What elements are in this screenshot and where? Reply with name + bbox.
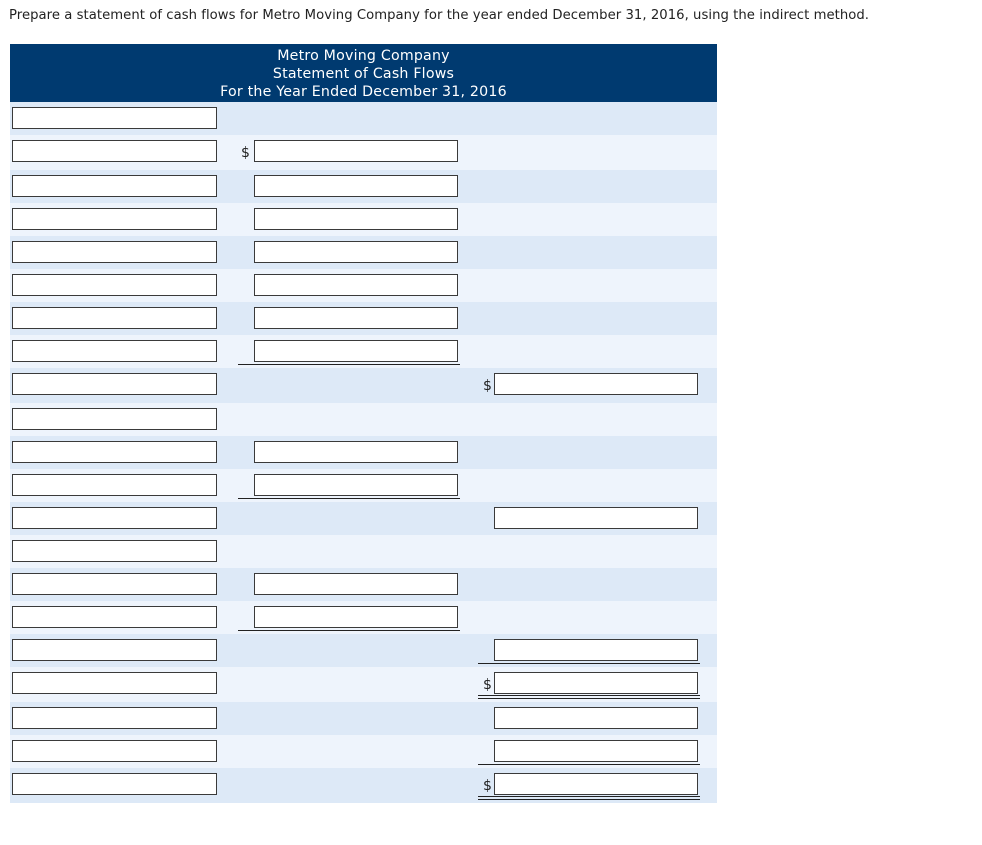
statement-row [10,535,717,568]
statement-row [10,135,717,170]
double-underline [478,695,700,699]
label-input[interactable] [12,307,217,329]
label-input[interactable] [12,175,217,197]
instruction-text: Prepare a statement of cash flows for Metro Moving Company for the year ended December 31, 2016, using the indirect method. [9,8,870,23]
subtotal-underline [238,364,460,365]
label-input[interactable] [12,639,217,661]
amount-input[interactable] [254,573,458,595]
statement-row [10,667,717,702]
amount-input[interactable] [254,441,458,463]
statement-row [10,269,717,302]
statement-row [10,601,717,634]
label-input[interactable] [12,672,217,694]
cash-flow-statement [10,44,717,803]
statement-row [10,735,717,768]
label-input[interactable] [12,408,217,430]
statement-row [10,335,717,368]
statement-row [10,403,717,436]
total-underline [478,663,700,664]
label-input[interactable] [12,474,217,496]
dollar-sign: $ [483,378,492,394]
statement-row [10,768,717,803]
statement-row [10,302,717,335]
label-input[interactable] [12,507,217,529]
total-underline [478,764,700,765]
total-input[interactable] [494,740,698,762]
amount-input[interactable] [254,274,458,296]
total-input[interactable] [494,707,698,729]
label-input[interactable] [12,573,217,595]
amount-input[interactable] [254,140,458,162]
statement-header [10,44,717,102]
statement-row [10,702,717,735]
label-input[interactable] [12,274,217,296]
statement-row [10,170,717,203]
amount-input[interactable] [254,175,458,197]
amount-input[interactable] [254,474,458,496]
statement-period: For the Year Ended December 31, 2016 [220,84,507,100]
label-input[interactable] [12,208,217,230]
label-input[interactable] [12,540,217,562]
label-input[interactable] [12,340,217,362]
statement-row [10,502,717,535]
statement-row [10,203,717,236]
double-underline [478,796,700,800]
amount-input[interactable] [254,208,458,230]
statement-row [10,568,717,601]
label-input[interactable] [12,707,217,729]
statement-title: Statement of Cash Flows [272,66,455,82]
amount-input[interactable] [254,606,458,628]
label-input[interactable] [12,140,217,162]
subtotal-underline [238,630,460,631]
total-input[interactable] [494,672,698,694]
dollar-sign: $ [483,778,492,794]
statement-row [10,102,717,135]
total-input[interactable] [494,639,698,661]
label-input[interactable] [12,241,217,263]
total-input[interactable] [494,373,698,395]
amount-input[interactable] [254,307,458,329]
statement-row [10,236,717,269]
statement-row [10,634,717,667]
label-input[interactable] [12,107,217,129]
statement-row [10,368,717,403]
statement-row [10,469,717,502]
label-input[interactable] [12,773,217,795]
dollar-sign: $ [483,677,492,693]
label-input[interactable] [12,441,217,463]
label-input[interactable] [12,606,217,628]
company-name: Metro Moving Company [277,48,450,64]
label-input[interactable] [12,373,217,395]
amount-input[interactable] [254,340,458,362]
statement-row [10,436,717,469]
amount-input[interactable] [254,241,458,263]
total-input[interactable] [494,773,698,795]
label-input[interactable] [12,740,217,762]
total-input[interactable] [494,507,698,529]
dollar-sign: $ [241,145,250,161]
subtotal-underline [238,498,460,499]
